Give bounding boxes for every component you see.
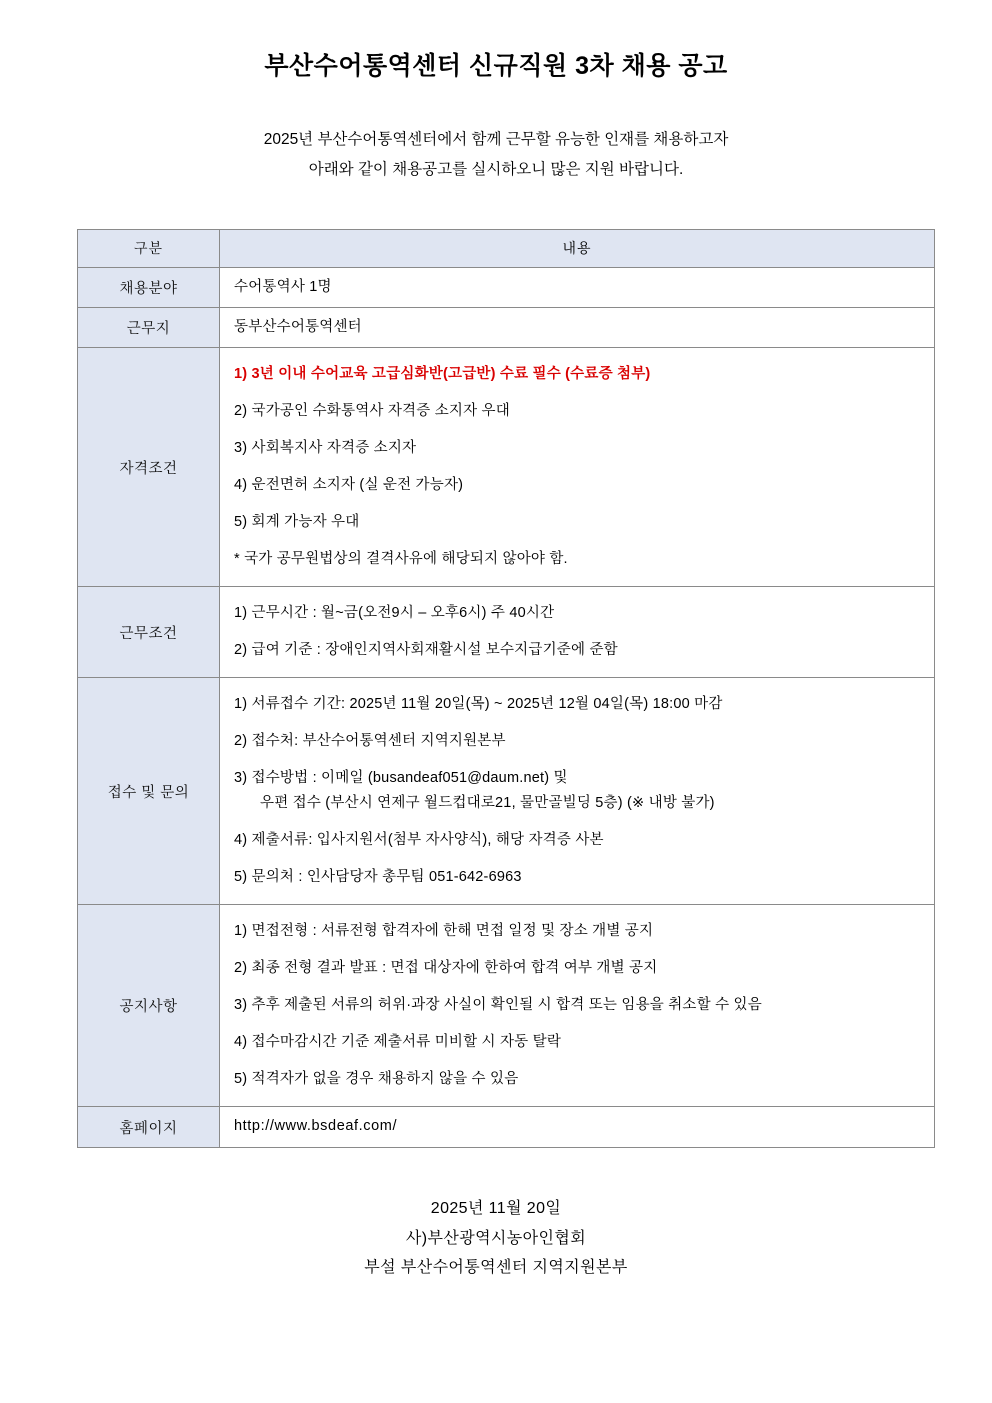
list-item: 4) 운전면허 소지자 (실 운전 가능자) bbox=[234, 477, 464, 494]
row-label-notices: 공지사항 bbox=[78, 905, 220, 1107]
footer-date: 2025년 11월 20일 bbox=[430, 1200, 562, 1218]
row-content-conditions bbox=[220, 587, 935, 678]
item-list bbox=[234, 277, 922, 298]
item-list bbox=[234, 921, 922, 1090]
list-item: 2) 급여 기준 : 장애인지역사회재활시설 보수지급기준에 준함 bbox=[234, 642, 618, 659]
row-label-application: 접수 및 문의 bbox=[78, 678, 220, 905]
table-header-label: 구분 bbox=[78, 229, 220, 267]
item-list bbox=[234, 364, 922, 570]
row-content-homepage bbox=[220, 1107, 935, 1148]
list-item: 2) 최종 전형 결과 발표 : 면접 대상자에 한하여 합격 여부 개별 공지 bbox=[234, 960, 658, 977]
intro-paragraph bbox=[72, 125, 920, 185]
list-item-sub: 우편 접수 (부산시 연제구 월드컵대로21, 물만골빌딩 5층) (※ 내방 불가) bbox=[260, 795, 715, 812]
list-item: 5) 적격자가 없을 경우 채용하지 않을 수 있음 bbox=[234, 1071, 519, 1088]
table-row bbox=[78, 587, 935, 678]
list-item: 동부산수어통역센터 bbox=[234, 318, 362, 335]
row-content-notices bbox=[220, 905, 935, 1107]
list-item: 4) 접수마감시간 기준 제출서류 미비할 시 자동 탈락 bbox=[234, 1034, 562, 1051]
table-header-row bbox=[78, 229, 935, 267]
intro-line-1: 2025년 부산수어통역센터에서 함께 근무할 유능한 인재를 채용하고자 bbox=[263, 130, 729, 148]
table-row bbox=[78, 347, 935, 586]
list-item-note: * 국가 공무원법상의 결격사유에 해당되지 않아야 함. bbox=[234, 551, 568, 568]
row-label-qualifications: 자격조건 bbox=[78, 347, 220, 586]
list-item: 수어통역사 1명 bbox=[234, 278, 332, 295]
list-item: 1) 면접전형 : 서류전형 합격자에 한해 면접 일정 및 장소 개별 공지 bbox=[234, 923, 654, 940]
table-row bbox=[78, 1107, 935, 1148]
list-item: 5) 회계 가능자 우대 bbox=[234, 514, 360, 531]
row-label-conditions: 근무조건 bbox=[78, 587, 220, 678]
recruitment-table bbox=[77, 229, 935, 1148]
table-row bbox=[78, 307, 935, 347]
footer-organization-sub: 부설 부산수어통역센터 지역지원본부 bbox=[364, 1259, 628, 1277]
footer-organization: 사)부산광역시농아인협회 bbox=[405, 1229, 587, 1247]
list-item: 5) 문의처 : 인사담당자 총무팀 051-642-6963 bbox=[234, 869, 522, 886]
list-item: 1) 서류접수 기간: 2025년 11월 20일(목) ~ 2025년 12월 04일(목) 18:00 마감 bbox=[234, 696, 723, 713]
table-header-content: 내용 bbox=[220, 229, 935, 267]
page-title: 부산수어통역센터 신규직원 3차 채용 공고 bbox=[264, 52, 728, 80]
item-list bbox=[234, 694, 922, 888]
row-content-application bbox=[220, 678, 935, 905]
list-item: 1) 근무시간 : 월~금(오전9시 – 오후6시) 주 40시간 bbox=[234, 605, 555, 622]
row-content-field bbox=[220, 267, 935, 307]
table-row bbox=[78, 905, 935, 1107]
list-item: 3) 사회복지사 자격증 소지자 bbox=[234, 440, 417, 456]
intro-line-2: 아래와 같이 채용공고를 실시하오니 많은 지원 바랍니다. bbox=[308, 160, 684, 178]
row-content-qualifications bbox=[220, 347, 935, 586]
list-item: 3) 추후 제출된 서류의 허위·과장 사실이 확인될 시 합격 또는 임용을 취소할 수 있음 bbox=[234, 997, 762, 1014]
homepage-link[interactable]: http://www.bsdeaf.com/ bbox=[234, 1118, 398, 1135]
list-item: 2) 접수처: 부산수어통역센터 지역지원본부 bbox=[234, 733, 506, 750]
table-row bbox=[78, 678, 935, 905]
item-list bbox=[234, 317, 922, 338]
row-label-workplace: 근무지 bbox=[78, 307, 220, 347]
list-item-highlight: 1) 3년 이내 수어교육 고급심화반(고급반) 수료 필수 (수료증 첨부) bbox=[234, 365, 651, 382]
list-item: 4) 제출서류: 입사지원서(첨부 자사양식), 해당 자격증 사본 bbox=[234, 832, 604, 849]
table-row bbox=[78, 267, 935, 307]
item-list bbox=[234, 603, 922, 661]
row-label-homepage: 홈페이지 bbox=[78, 1107, 220, 1148]
row-content-workplace bbox=[220, 307, 935, 347]
document-footer bbox=[72, 1194, 920, 1283]
list-item bbox=[234, 768, 922, 814]
list-item: 2) 국가공인 수화통역사 자격증 소지자 우대 bbox=[234, 402, 510, 419]
row-label-field: 채용분야 bbox=[78, 267, 220, 307]
list-item-main: 3) 접수방법 : 이메일 (busandeaf051@daum.net) 및 bbox=[234, 770, 568, 787]
